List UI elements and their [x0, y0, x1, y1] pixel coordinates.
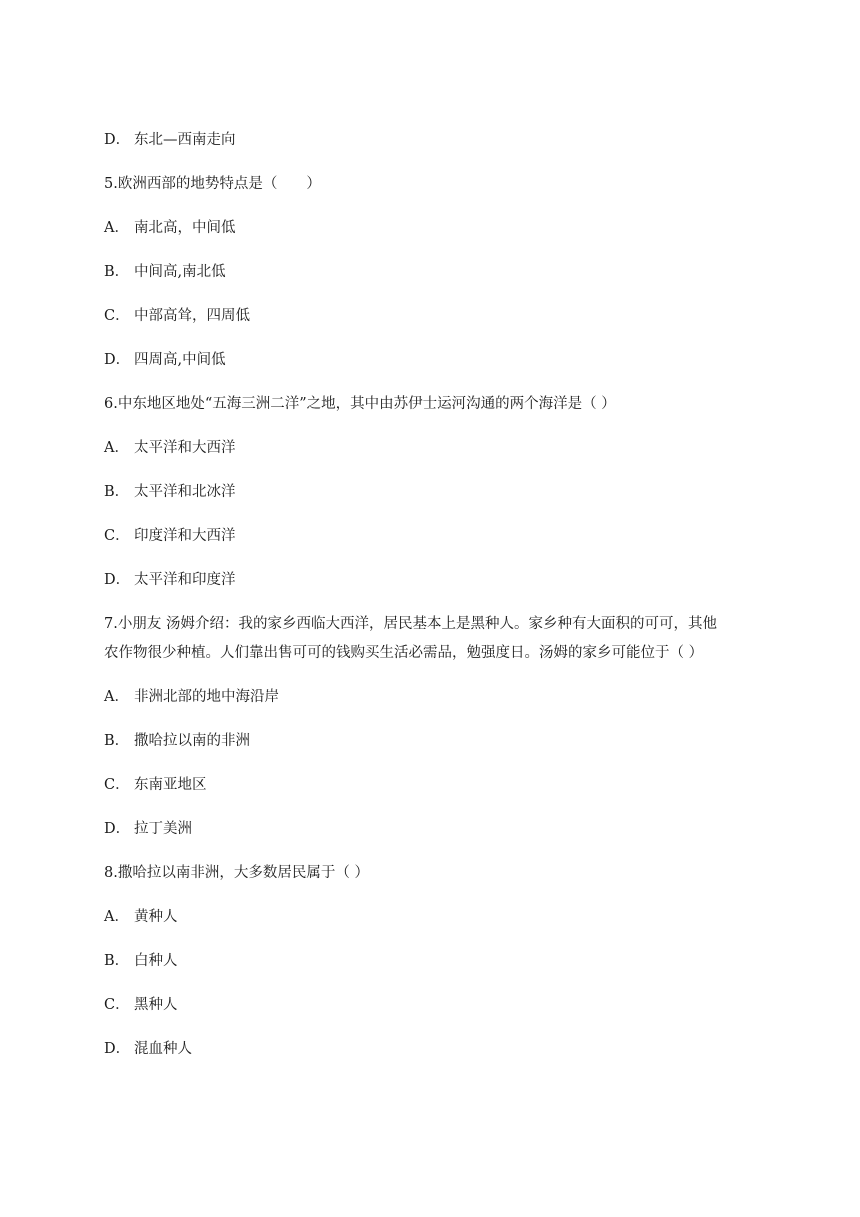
option-text: 太平洋和大西洋 [134, 440, 236, 456]
option-letter: D． [104, 821, 131, 837]
option-letter: B． [104, 484, 130, 500]
option-text: 白种人 [134, 953, 178, 969]
option-text: 太平洋和北冰洋 [134, 484, 236, 500]
q7-stem-line2: 农作物很少种植。人们靠出售可可的钱购买生活必需品，勉强度日。汤姆的家乡可能位于（ ） [104, 645, 704, 661]
option-text: 中间高,南北低 [134, 264, 226, 280]
option-text: 印度洋和大西洋 [134, 528, 236, 544]
q5-option-b [104, 262, 226, 282]
q7-option-b [104, 731, 250, 751]
option-letter: A． [104, 689, 129, 705]
option-text: 拉丁美洲 [134, 821, 192, 837]
option-letter: B． [104, 733, 130, 749]
option-text: 黑种人 [134, 997, 178, 1013]
q8-option-a [104, 907, 178, 927]
q5-option-a [104, 218, 236, 238]
q8-option-d [104, 1039, 192, 1059]
q5-option-d [104, 350, 226, 370]
q5-option-c [104, 306, 250, 326]
option-letter: C． [104, 997, 130, 1013]
q6-option-d [104, 570, 236, 590]
option-text: 撒哈拉以南的非洲 [134, 733, 250, 749]
option-letter: C． [104, 308, 130, 324]
q7-option-a [104, 687, 279, 707]
option-letter: B． [104, 264, 130, 280]
option-letter: A． [104, 909, 129, 925]
q7-option-c [104, 775, 207, 795]
option-letter: C． [104, 777, 130, 793]
option-text: 非洲北部的地中海沿岸 [134, 689, 279, 705]
option-text: 混血种人 [134, 1041, 192, 1057]
option-letter: D． [104, 1041, 131, 1057]
option-text: 太平洋和印度洋 [134, 572, 236, 588]
option-text: 东北—西南走向 [134, 132, 236, 148]
option-letter: B． [104, 953, 130, 969]
q6-option-b [104, 482, 236, 502]
q7-stem-line1: 7.小朋友 汤姆介绍：我的家乡西临大西洋，居民基本上是黑种人。家乡种有大面积的可可，其他 [104, 616, 717, 632]
option-text: 黄种人 [134, 909, 178, 925]
option-letter: A． [104, 440, 129, 456]
q8-option-c [104, 995, 178, 1015]
option-text: 南北高，中间低 [134, 220, 236, 236]
option-text: 东南亚地区 [134, 777, 207, 793]
option-letter: A． [104, 220, 129, 236]
option-text: 四周高,中间低 [134, 352, 226, 368]
q8-stem: 8.撒哈拉以南非洲，大多数居民属于（ ） [104, 865, 369, 881]
q6-option-c [104, 526, 236, 546]
option-letter: D． [104, 352, 131, 368]
q5-stem: 5.欧洲西部的地势特点是（ ） [104, 176, 321, 192]
option-letter: C． [104, 528, 130, 544]
option-letter: D． [104, 132, 131, 148]
q6-stem: 6.中东地区地处“五海三洲二洋”之地，其中由苏伊士运河沟通的两个海洋是（ ） [104, 396, 616, 412]
q8-option-b [104, 951, 178, 971]
q6-option-a [104, 438, 236, 458]
q7-option-d [104, 819, 192, 839]
option-letter: D． [104, 572, 131, 588]
option-text: 中部高耸，四周低 [134, 308, 250, 324]
q4-option-d [104, 130, 236, 150]
